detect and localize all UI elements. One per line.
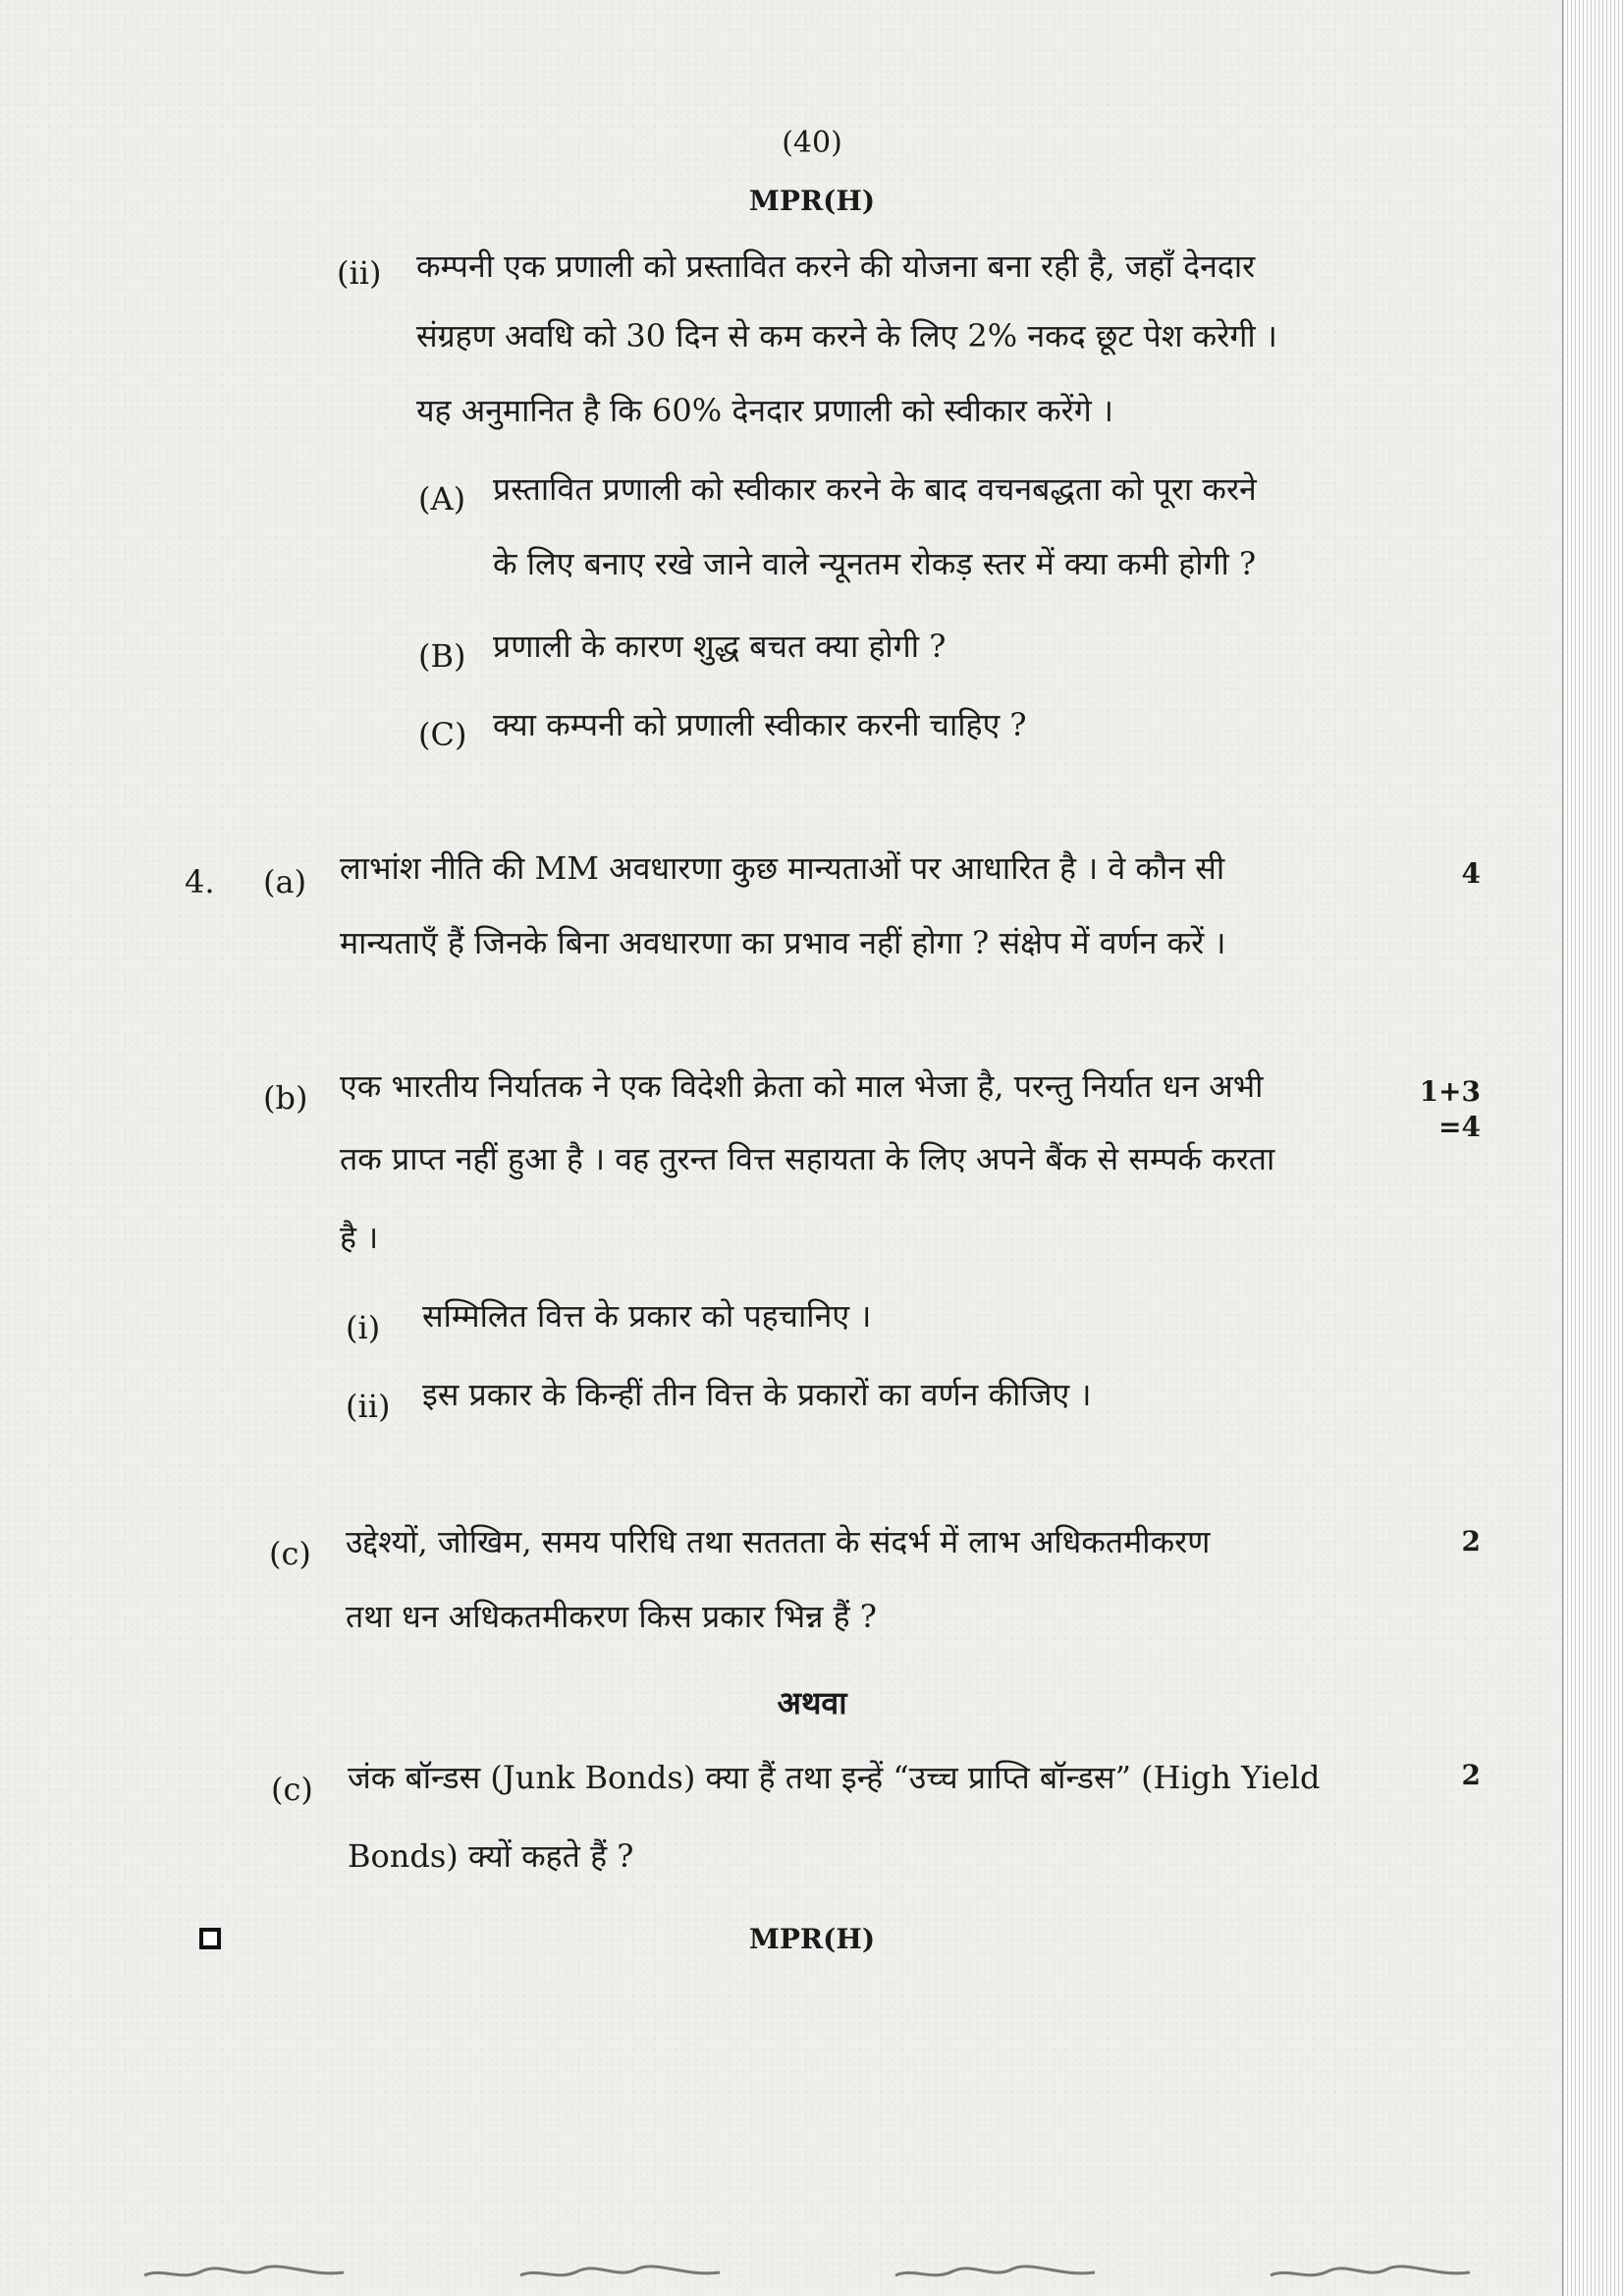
q4-c-label: (c) — [269, 1535, 311, 1572]
q4-b-ii-text: इस प्रकार के किन्हीं तीन वित्त के प्रकारों का वर्णन कीजिए । — [422, 1376, 1092, 1413]
q3-ii-b-text: प्रणाली के कारण शुद्ध बचत क्या होगी ? — [493, 628, 947, 665]
q3-ii-line-2: संग्रहण अवधि को 30 दिन से कम करने के लिए 2% नकद छूट पेश करेगी । — [416, 317, 1277, 355]
paper-code-header: MPR(H) — [748, 185, 876, 217]
page-number: (40) — [782, 126, 842, 160]
q3-ii-c-label: (C) — [418, 716, 467, 753]
q4-a-line-1: लाभांश नीति की MM अवधारणा कुछ मान्यताओं पर आधारित है । वे कौन सी — [340, 849, 1225, 887]
q4-c-line-1: उद्देश्यों, जोखिम, समय परिधि तथा सततता के संदर्भ में लाभ अधिकतमीकरण — [346, 1523, 1211, 1560]
q4-b-label: (b) — [263, 1079, 308, 1117]
paper-code-footer: MPR(H) — [748, 1923, 876, 1955]
q3-ii-a-line-1: प्रस्तावित प्रणाली को स्वीकार करने के बाद वचनबद्धता को पूरा करने — [493, 470, 1257, 508]
q4-a-label: (a) — [263, 863, 307, 901]
q3-ii-b-label: (B) — [418, 637, 466, 675]
q4-b-i-label: (i) — [346, 1309, 381, 1346]
q3-ii-line-1: कम्पनी एक प्रणाली को प्रस्तावित करने की योजना बना रही है, जहाँ देनदार — [416, 247, 1256, 285]
q4-c-marks: 2 — [1461, 1525, 1481, 1558]
q4-b-marks-1: 1+3 — [1419, 1075, 1481, 1108]
decorative-stamp-2 — [518, 2264, 725, 2283]
q3-ii-line-3: यह अनुमानित है कि 60% देनदार प्रणाली को स्वीकार करेंगे । — [416, 392, 1114, 429]
q4-c-alt-line-1: जंक बॉन्डस (Junk Bonds) क्या हैं तथा इन्हें “उच्च प्राप्ति बॉन्डस” (High Yield — [348, 1759, 1321, 1796]
q3-ii-label: (ii) — [337, 254, 382, 292]
q4-c-alt-line-2: Bonds) क्यों कहते हैं ? — [348, 1837, 634, 1875]
decorative-stamp-1 — [142, 2264, 349, 2283]
q4-c-alt-marks: 2 — [1461, 1759, 1481, 1791]
q3-ii-a-line-2: के लिए बनाए रखे जाने वाले न्यूनतम रोकड़ स्तर में क्या कमी होगी ? — [493, 545, 1257, 582]
q4-b-marks-2: =4 — [1438, 1111, 1481, 1143]
q4-b-ii-label: (ii) — [346, 1388, 391, 1425]
q3-ii-c-text: क्या कम्पनी को प्रणाली स्वीकार करनी चाहिए ? — [493, 706, 1027, 743]
q4-b-line-1: एक भारतीय निर्यातक ने एक विदेशी क्रेता को माल भेजा है, परन्तु निर्यात धन अभी — [340, 1067, 1264, 1105]
q3-ii-a-label: (A) — [418, 480, 466, 518]
q4-b-line-2: तक प्राप्त नहीं हुआ है । वह तुरन्त वित्त सहायता के लिए अपने बैंक से सम्पर्क करता — [340, 1140, 1275, 1177]
q4-c-alt-label: (c) — [271, 1771, 313, 1808]
decorative-stamp-4 — [1269, 2264, 1475, 2283]
q4-b-line-3: है । — [340, 1219, 379, 1256]
q4-a-marks: 4 — [1461, 857, 1481, 890]
q4-a-line-2: मान्यताएँ हैं जिनके बिना अवधारणा का प्रभाव नहीं होगा ? संक्षेप में वर्णन करें । — [340, 924, 1226, 961]
decorative-stamp-3 — [893, 2264, 1100, 2283]
q4-number: 4. — [185, 863, 215, 901]
q4-b-i-text: सम्मिलित वित्त के प्रकार को पहचानिए । — [422, 1297, 872, 1335]
page-stack-edge — [1562, 0, 1624, 2296]
q4-c-line-2: तथा धन अधिकतमीकरण किस प्रकार भिन्न हैं ? — [346, 1598, 877, 1635]
or-separator: अथवा — [777, 1684, 847, 1722]
